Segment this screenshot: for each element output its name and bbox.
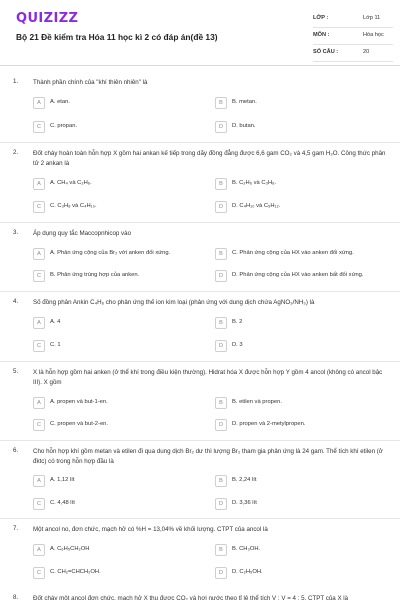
option-text: B. C₂H₆ và C₃H₈. <box>232 180 277 186</box>
option-text: D. C₂H₅OH. <box>232 569 263 575</box>
option-text: A. Phản ứng cộng của Br₂ với anken đối xứng. <box>50 250 171 256</box>
option-letter: B <box>215 178 227 190</box>
meta-label: LỚP : <box>313 15 329 21</box>
option-letter: B <box>215 248 227 260</box>
meta-label: MÔN : <box>313 32 330 38</box>
option-c[interactable] <box>33 340 203 352</box>
question-number: 4. <box>13 298 19 305</box>
option-text: A. C₆H₅CH₂OH <box>50 546 90 552</box>
option-letter: D <box>215 419 227 431</box>
option-a[interactable] <box>33 97 203 109</box>
meta-table <box>313 12 393 63</box>
option-text: C. 1 <box>50 342 61 348</box>
option-c[interactable] <box>33 270 203 282</box>
option-text: B. Phản ứng trùng hợp của anken. <box>50 272 140 278</box>
question-number: 6. <box>13 447 19 454</box>
option-letter: D <box>215 567 227 579</box>
option-text: B. 2,24 lít <box>232 477 257 483</box>
meta-value: 20 <box>363 49 370 55</box>
option-b[interactable] <box>215 248 385 260</box>
question-text: Số đồng phân Ankin C₄H₆ cho phản ứng thế ion kim loại (phản ứng với dung dịch chứa AgNO₃/NH₃) là <box>33 299 315 306</box>
option-d[interactable] <box>215 121 385 133</box>
option-letter: C <box>33 121 45 133</box>
option-a[interactable] <box>33 397 203 409</box>
option-text: D. 3,36 lít <box>232 500 257 506</box>
divider <box>0 361 400 362</box>
meta-label: SỐ CÂU : <box>313 49 339 55</box>
option-text: A. 1,12 lít <box>50 477 75 483</box>
question-number: 7. <box>13 525 19 532</box>
option-c[interactable] <box>33 419 203 431</box>
option-text: C. Phản ứng cộng của HX vào anken đối xứng. <box>232 250 354 256</box>
divider <box>0 440 400 441</box>
question-number: 2. <box>13 149 19 156</box>
option-letter: B <box>215 97 227 109</box>
option-text: C. CH₂=CHCH₂OH. <box>50 569 101 575</box>
option-c[interactable] <box>33 567 203 579</box>
option-b[interactable] <box>215 397 385 409</box>
option-a[interactable] <box>33 475 203 487</box>
option-letter: D <box>215 201 227 213</box>
divider <box>0 142 400 143</box>
option-letter: C <box>33 340 45 352</box>
option-text: C. propen và but-2-en. <box>50 421 109 427</box>
option-text: A. 4 <box>50 319 61 325</box>
option-c[interactable] <box>33 498 203 510</box>
option-a[interactable] <box>33 544 203 556</box>
worksheet-header <box>0 0 400 66</box>
option-d[interactable] <box>215 567 385 579</box>
meta-row-count <box>313 46 393 62</box>
option-b[interactable] <box>215 178 385 190</box>
option-a[interactable] <box>33 248 203 260</box>
option-letter: D <box>215 270 227 282</box>
divider <box>0 518 400 519</box>
option-text: A. CH₄ và C₂H₆. <box>50 180 92 186</box>
option-text: D. butan. <box>232 123 256 129</box>
option-text: D. Phản ứng cộng của HX vào anken bất đối xứng. <box>232 272 364 278</box>
option-letter: B <box>215 397 227 409</box>
meta-row-subject <box>313 29 393 45</box>
option-d[interactable] <box>215 419 385 431</box>
option-d[interactable] <box>215 270 385 282</box>
meta-value: Hóa học <box>363 32 384 38</box>
option-letter: D <box>215 121 227 133</box>
option-c[interactable] <box>33 201 203 213</box>
option-letter: D <box>215 340 227 352</box>
quizizz-logo: QUIZIZZ <box>16 11 79 26</box>
option-letter: B <box>215 544 227 556</box>
question-text: Đốt cháy một ancol đơn chức, mạch hở X thu được CO₂ và hơi nước theo tỉ lệ thể tích V : V = 4 : 5. CTPT của X là <box>33 595 349 600</box>
question-text: X là hỗn hợp gồm hai anken (ở thể khí trong điều kiện thường). Hidrat hóa X được hỗn hợp Y gồm 4 ancol (không có ancol bậc III). X gồm <box>33 369 383 386</box>
page-title: Bộ 21 Đề kiểm tra Hóa 11 học kì 2 có đáp án(đề 13) <box>16 32 218 42</box>
meta-value: Lớp 11 <box>363 15 381 21</box>
option-letter: A <box>33 475 45 487</box>
question-number: 3. <box>13 229 19 236</box>
option-d[interactable] <box>215 201 385 213</box>
option-text: C. 4,48 lít <box>50 500 75 506</box>
option-c[interactable] <box>33 121 203 133</box>
option-b[interactable] <box>215 544 385 556</box>
option-text: A. propen và but-1-en. <box>50 399 108 405</box>
option-letter: A <box>33 544 45 556</box>
question-text: Một ancol no, đơn chức, mạch hở có %H = 13,04% về khối lượng. CTPT của ancol là <box>33 526 268 533</box>
option-text: D. C₄H₁₀ và C₅H₁₂. <box>232 203 281 209</box>
option-text: B. metan. <box>232 99 257 105</box>
question-number: 1. <box>13 78 19 85</box>
option-text: B. etilen và propen. <box>232 399 282 405</box>
question-number: 5. <box>13 368 19 375</box>
option-letter: C <box>33 270 45 282</box>
option-letter: A <box>33 248 45 260</box>
option-b[interactable] <box>215 317 385 329</box>
option-letter: C <box>33 498 45 510</box>
option-b[interactable] <box>215 475 385 487</box>
question-text: Cho hỗn hợp khí gồm metan và etilen đi qua dung dịch Br₂ dư thì lượng Br₂ tham gia phản ứng là 24 gam. Thể tích khí etilen (ở đktc) có trong hỗn hợp đầu là <box>33 448 383 465</box>
option-letter: B <box>215 475 227 487</box>
question-text: Đốt cháy hoàn toàn hỗn hợp X gồm hai ankan kế tiếp trong dãy đồng đẳng được 6,6 gam CO₂ và 4,5 gam H₂O. Công thức phân tử 2 ankan là <box>33 150 386 167</box>
option-text: C. propan. <box>50 123 78 129</box>
option-letter: D <box>215 498 227 510</box>
option-letter: A <box>33 317 45 329</box>
option-letter: C <box>33 201 45 213</box>
option-text: A. etan. <box>50 99 70 105</box>
option-text: B. CH₃OH. <box>232 546 261 552</box>
option-letter: B <box>215 317 227 329</box>
option-letter: C <box>33 567 45 579</box>
option-letter: A <box>33 97 45 109</box>
option-d[interactable] <box>215 340 385 352</box>
option-a[interactable] <box>33 317 203 329</box>
divider <box>0 222 400 223</box>
divider <box>0 291 400 292</box>
question-number: 8. <box>13 594 19 600</box>
option-letter: C <box>33 419 45 431</box>
option-a[interactable] <box>33 178 203 190</box>
option-text: D. propen và 2-metylpropen. <box>232 421 306 427</box>
option-text: B. 2 <box>232 319 243 325</box>
option-d[interactable] <box>215 498 385 510</box>
meta-row-class <box>313 12 393 28</box>
option-b[interactable] <box>215 97 385 109</box>
question-text: Thành phần chính của "khí thiên nhiên" là <box>33 79 148 86</box>
option-letter: A <box>33 397 45 409</box>
option-text: C. C₃H₈ và C₄H₁₀. <box>50 203 97 209</box>
option-letter: A <box>33 178 45 190</box>
question-text: Áp dụng quy tắc Maccopnhicop vào <box>33 230 132 237</box>
option-text: D. 3 <box>232 342 243 348</box>
